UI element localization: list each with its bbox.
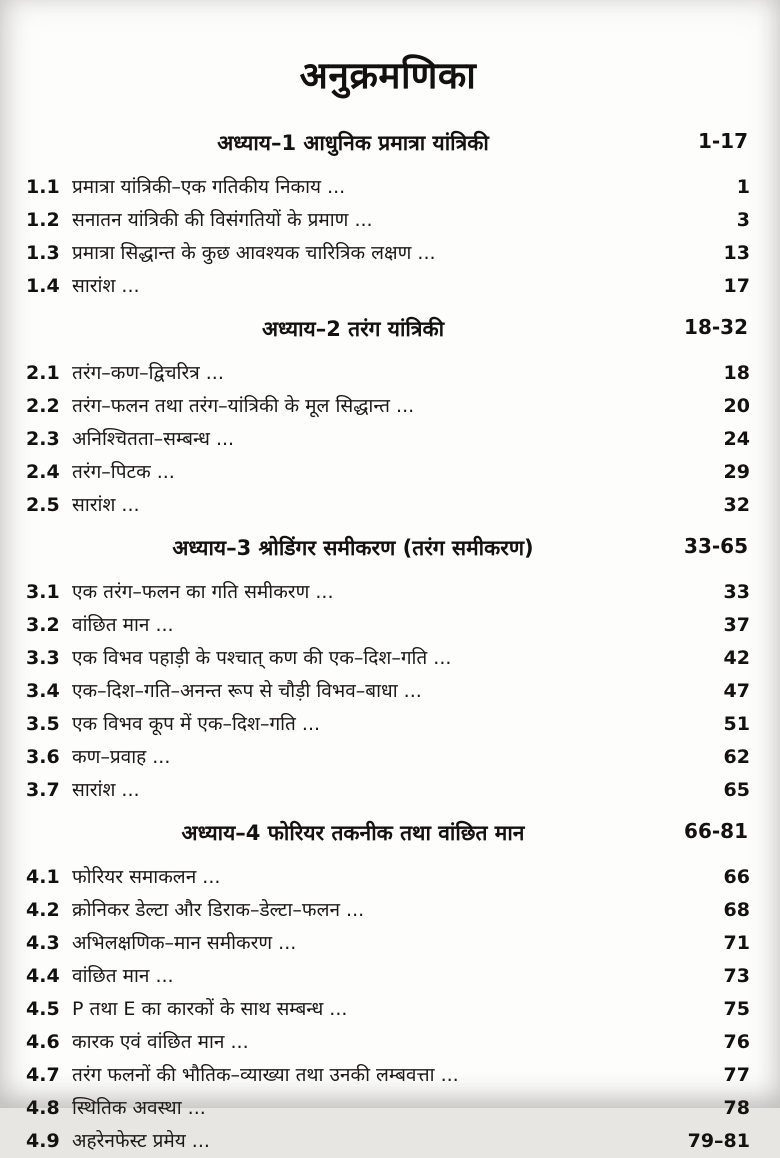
toc-entry[interactable]: [26, 741, 750, 774]
entry-number: 3.7: [26, 779, 60, 801]
chapter-heading: [26, 530, 750, 570]
toc-entry[interactable]: [26, 861, 750, 894]
toc-entry[interactable]: [26, 489, 750, 522]
entry-number: 1.3: [26, 242, 60, 264]
entry-page-number: 32: [723, 494, 750, 516]
entry-page-number: 3: [736, 209, 750, 231]
entry-title: अनिश्चितता–सम्बन्ध ...: [72, 428, 235, 450]
chapter-page-range: 1-17: [697, 129, 748, 153]
entry-page-number: 65: [723, 779, 750, 801]
chapter-heading: [26, 125, 750, 165]
entry-title: प्रमात्रा यांत्रिकी–एक गतिकीय निकाय ...: [72, 176, 346, 198]
entry-title: प्रमात्रा सिद्धान्त के कुछ आवश्यक चारित्रिक लक्षण ...: [72, 242, 436, 264]
entry-page-number: 73: [723, 965, 750, 987]
chapter-page-range: 66-81: [684, 819, 748, 843]
entry-title: P तथा E का कारकों के साथ सम्बन्ध ...: [72, 998, 348, 1020]
toc-entry[interactable]: [26, 675, 750, 708]
chapter-page-range: 18-32: [684, 315, 748, 339]
entry-number: 3.5: [26, 713, 60, 735]
entry-page-number: 78: [723, 1097, 750, 1119]
chapter-section: [26, 125, 750, 303]
toc-sections: [26, 125, 750, 1158]
toc-entry[interactable]: [26, 423, 750, 456]
entry-page-number: 1: [736, 176, 750, 198]
entry-number: 2.5: [26, 494, 60, 516]
entry-title: तरंग–फलन तथा तरंग–यांत्रिकी के मूल सिद्धान्त ...: [72, 395, 415, 417]
entry-title: वांछित मान ...: [72, 614, 174, 636]
toc-entry[interactable]: [26, 576, 750, 609]
toc-entry[interactable]: [26, 204, 750, 237]
entry-title: सारांश ...: [72, 275, 140, 297]
entry-page-number: 51: [723, 713, 750, 735]
chapter-title: अध्याय–4 फोरियर तकनीक तथा वांछित मान: [181, 821, 525, 845]
entry-title: क्रोनिकर डेल्टा और डिराक–डेल्टा–फलन ...: [72, 899, 365, 921]
entry-page-number: 77: [723, 1064, 750, 1086]
entry-page-number: 75: [723, 998, 750, 1020]
entry-page-number: 71: [723, 932, 750, 954]
entry-title: एक विभव पहाड़ी के पश्चात् कण की एक–दिश–गति ...: [72, 647, 452, 669]
entry-page-number: 17: [723, 275, 750, 297]
chapter-heading: [26, 815, 750, 855]
toc-entry[interactable]: [26, 894, 750, 927]
entry-number: 4.6: [26, 1031, 60, 1053]
entry-title: तरंग–कण–द्विचरित्र ...: [72, 362, 224, 384]
entry-page-number: 18: [723, 362, 750, 384]
entry-number: 4.5: [26, 998, 60, 1020]
entry-page-number: 66: [723, 866, 750, 888]
entry-title: वांछित मान ...: [72, 965, 174, 987]
chapter-page-range: 33-65: [684, 534, 748, 558]
toc-entry[interactable]: [26, 708, 750, 741]
entry-title: सारांश ...: [72, 494, 140, 516]
entry-page-number: 33: [723, 581, 750, 603]
entry-title: कारक एवं वांछित मान ...: [72, 1031, 249, 1053]
toc-entry[interactable]: [26, 1125, 750, 1158]
entry-number: 4.3: [26, 932, 60, 954]
toc-entry[interactable]: [26, 993, 750, 1026]
entry-title: सनातन यांत्रिकी की विसंगतियों के प्रमाण ...: [72, 209, 373, 231]
chapter-title: अध्याय–1 आधुनिक प्रमात्रा यांत्रिकी: [217, 131, 489, 155]
entry-title: कण–प्रवाह ...: [72, 746, 171, 768]
toc-entry[interactable]: [26, 171, 750, 204]
entry-number: 1.1: [26, 176, 60, 198]
chapter-title: अध्याय–3 श्रोडिंगर समीकरण (तरंग समीकरण): [172, 536, 534, 560]
toc-entry[interactable]: [26, 270, 750, 303]
toc-entry[interactable]: [26, 642, 750, 675]
entry-page-number: 13: [723, 242, 750, 264]
entry-number: 3.3: [26, 647, 60, 669]
entry-page-number: 20: [723, 395, 750, 417]
entry-number: 3.4: [26, 680, 60, 702]
toc-entry[interactable]: [26, 609, 750, 642]
entry-number: 4.8: [26, 1097, 60, 1119]
entry-number: 4.4: [26, 965, 60, 987]
entry-title: अभिलक्षणिक–मान समीकरण ...: [72, 932, 297, 954]
chapter-heading: [26, 311, 750, 351]
entry-page-number: 29: [723, 461, 750, 483]
entry-number: 2.3: [26, 428, 60, 450]
entry-title: एक विभव कूप में एक–दिश–गति ...: [72, 713, 321, 735]
entry-title: अहरेनफेस्ट प्रमेय ...: [72, 1130, 210, 1152]
entry-page-number: 47: [723, 680, 750, 702]
entry-page-number: 68: [723, 899, 750, 921]
entry-page-number: 42: [723, 647, 750, 669]
chapter-section: [26, 815, 750, 1158]
entry-page-number: 24: [723, 428, 750, 450]
toc-entry[interactable]: [26, 1092, 750, 1125]
entry-number: 4.9: [26, 1130, 60, 1152]
toc-entry[interactable]: [26, 237, 750, 270]
chapter-section: [26, 530, 750, 807]
toc-entry[interactable]: [26, 960, 750, 993]
toc-entry[interactable]: [26, 357, 750, 390]
entry-number: 4.7: [26, 1064, 60, 1086]
chapter-title: अध्याय–2 तरंग यांत्रिकी: [261, 317, 445, 341]
toc-entry[interactable]: [26, 390, 750, 423]
toc-entry[interactable]: [26, 456, 750, 489]
entry-number: 2.4: [26, 461, 60, 483]
toc-title: अनुक्रमणिका: [299, 54, 477, 97]
entry-title: स्थितिक अवस्था ...: [72, 1097, 206, 1119]
toc-entry[interactable]: [26, 927, 750, 960]
entry-page-number: 76: [723, 1031, 750, 1053]
entry-number: 3.1: [26, 581, 60, 603]
entry-title: तरंग फलनों की भौतिक–व्याख्या तथा उनकी लम्बवत्ता ...: [72, 1064, 459, 1086]
entry-page-number: 62: [723, 746, 750, 768]
entry-number: 3.6: [26, 746, 60, 768]
entry-number: 2.2: [26, 395, 60, 417]
entry-number: 2.1: [26, 362, 60, 384]
entry-title: तरंग–पिटक ...: [72, 461, 175, 483]
entry-number: 3.2: [26, 614, 60, 636]
entry-number: 4.2: [26, 899, 60, 921]
entry-page-number: 79–81: [687, 1130, 750, 1152]
entry-number: 4.1: [26, 866, 60, 888]
entry-title: फोरियर समाकलन ...: [72, 866, 221, 888]
entry-number: 1.4: [26, 275, 60, 297]
entry-title: एक तरंग–फलन का गति समीकरण ...: [72, 581, 334, 603]
entry-number: 1.2: [26, 209, 60, 231]
entry-page-number: 37: [723, 614, 750, 636]
entry-title: सारांश ...: [72, 779, 140, 801]
chapter-section: [26, 311, 750, 522]
toc-entry[interactable]: [26, 1059, 750, 1092]
toc-entry[interactable]: [26, 774, 750, 807]
toc-entry[interactable]: [26, 1026, 750, 1059]
entry-title: एक–दिश–गति–अनन्त रूप से चौड़ी विभव–बाधा ...: [72, 680, 422, 702]
